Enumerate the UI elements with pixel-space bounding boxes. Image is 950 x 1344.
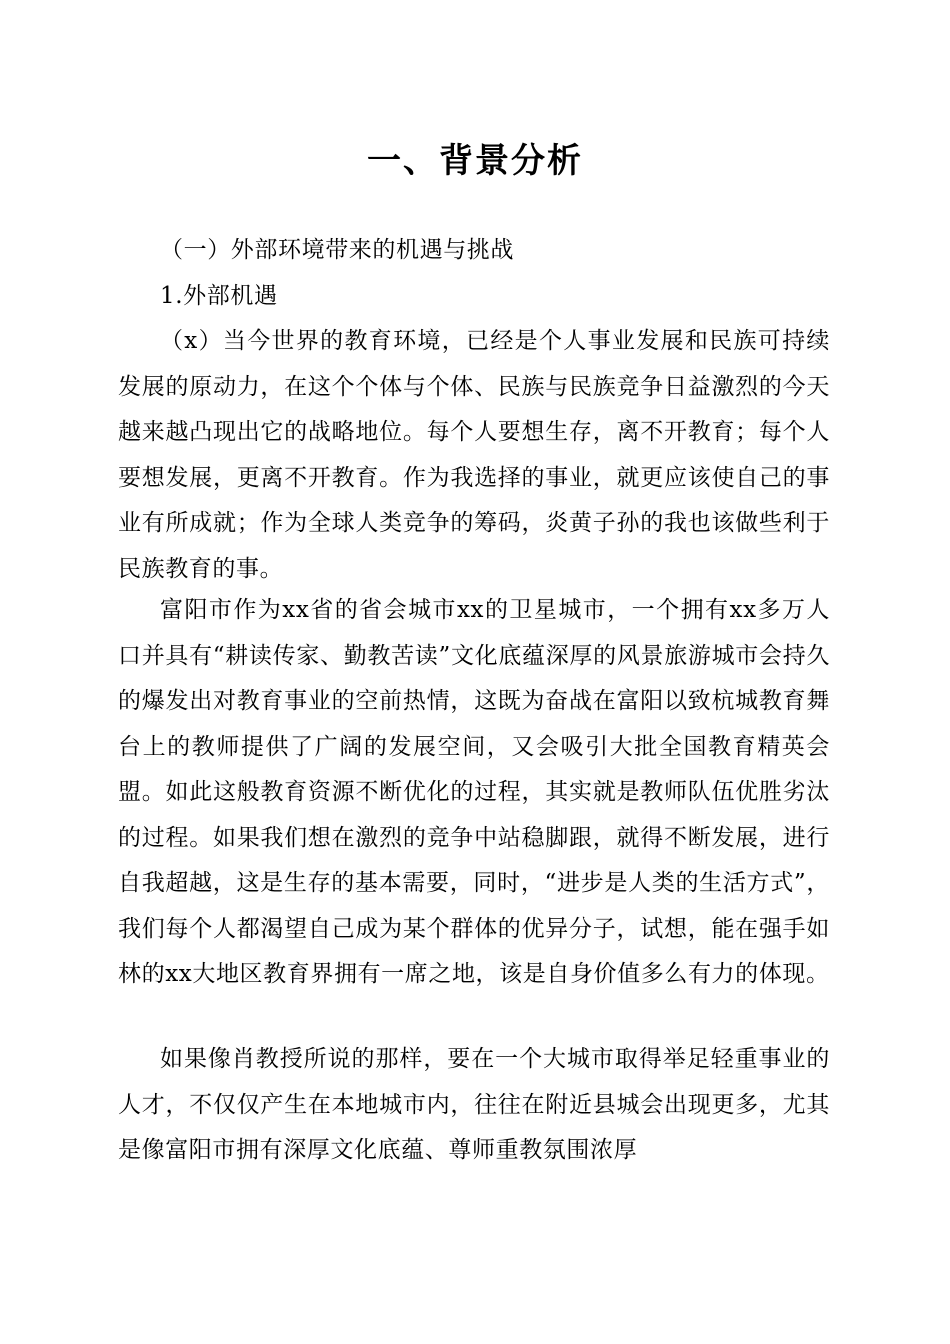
section-heading: （一）外部环境带来的机遇与挑战 — [160, 237, 514, 263]
page-title: 一、背景分析 — [367, 141, 583, 181]
paragraph-3: 如果像肖教授所说的那样，要在一个大城市取得举足轻重事业的人才，不仅仅产生在本地城市内，往往在附近县城会出现更多，尤其是像富阳市拥有深厚文化底蕴、尊师重教氛围浓厚 — [118, 1046, 830, 1163]
paragraph-2: 富阳市作为xx省的省会城市xx的卫星城市，一个拥有xx多万人口并具有“耕读传家、勤教苦读”文化底蕴深厚的风景旅游城市会持久的爆发出对教育事业的空前热情，这既为奋战在富阳以致杭城教育舞台上的教师提供了广阔的发展空间，又会吸引大批全国教育精英会盟。如此这般教育资源不断优化的过程，其实就是教师队伍优胜劣汰的过程。如果我们想在激烈的竞争中站稳脚跟，就得不断发展，进行自我超越，这是生存的基本需要，同时，“进步是人类的生活方式”，我们每个人都渴望自己成为某个群体的优异分子，试想，能在强手如林的xx大地区教育界拥有一席之地，该是自身价值多么有力的体现。 — [118, 597, 830, 987]
paragraph-1: （x）当今世界的教育环境，已经是个人事业发展和民族可持续发展的原动力，在这个个体与个体、民族与民族竞争日益激烈的今天越来越凸现出它的战略地位。每个人要想生存，离不开教育；每个人要想发展，更离不开教育。作为我选择的事业，就更应该使自己的事业有所成就；作为全球人类竞争的筹码，炎黄子孙的我也该做些利于民族教育的事。 — [118, 328, 830, 582]
subsection-heading: 1.外部机遇 — [160, 283, 278, 309]
